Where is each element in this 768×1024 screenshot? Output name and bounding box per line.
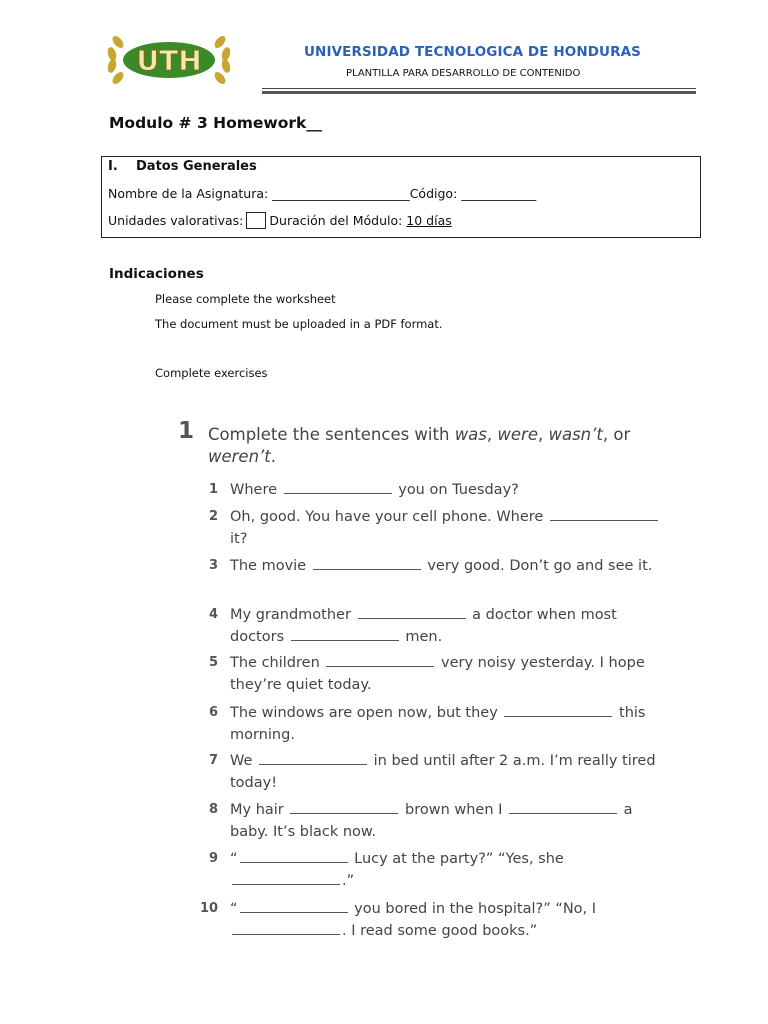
answer-blank[interactable]	[290, 801, 398, 814]
answer-blank[interactable]	[509, 801, 617, 814]
exercise-item: 4 My grandmother a doctor when most doctors men.	[208, 607, 617, 645]
logo-text: UTH	[136, 44, 202, 77]
duration-label: Duración del Módulo:	[269, 213, 407, 228]
instruction-line: Please complete the worksheet	[155, 292, 336, 306]
exercise-item: 1 Where you on Tuesday?	[208, 482, 519, 498]
code-label: Código:	[409, 186, 462, 201]
document-title: Modulo # 3 Homework__	[109, 114, 322, 132]
header-rule-thick	[262, 91, 696, 94]
uth-logo	[104, 28, 234, 92]
instruction-line: The document must be uploaded in a PDF format.	[155, 317, 443, 331]
answer-blank[interactable]	[232, 872, 340, 885]
instruction-line: Complete exercises	[155, 366, 268, 380]
units-checkbox[interactable]	[246, 212, 266, 229]
answer-blank[interactable]	[504, 704, 612, 717]
answer-blank[interactable]	[232, 922, 340, 935]
exercise-item: 7 We in bed until after 2 a.m. I’m really tired today!	[208, 753, 656, 791]
units-row	[108, 212, 452, 229]
general-heading	[108, 159, 257, 174]
general-data-box	[101, 156, 701, 238]
section-number: I.	[108, 159, 118, 174]
units-label: Unidades valorativas:	[108, 213, 244, 228]
exercise-item: 9 “ Lucy at the party?” “Yes, she .”	[208, 851, 564, 889]
subject-blank[interactable]: ______________________	[272, 186, 410, 201]
subject-label: Nombre de la Asignatura:	[108, 186, 273, 201]
answer-blank[interactable]	[284, 481, 392, 494]
university-name: UNIVERSIDAD TECNOLOGICA DE HONDURAS	[304, 44, 641, 60]
header-rule-thin	[262, 88, 696, 89]
exercise-item: 5 The children very noisy yesterday. I hope they’re quiet today.	[208, 655, 645, 693]
answer-blank[interactable]	[550, 508, 658, 521]
duration-value: 10 días	[406, 213, 452, 228]
template-subtitle: PLANTILLA PARA DESARROLLO DE CONTENIDO	[346, 68, 581, 79]
exercise-item: 3 The movie very good. Don’t go and see it.	[208, 558, 653, 574]
answer-blank[interactable]	[313, 557, 421, 570]
exercise-instructions: Complete the sentences with was, were, wasn’t, or weren’t.	[208, 425, 631, 466]
subject-row	[108, 186, 536, 201]
answer-blank[interactable]	[291, 628, 399, 641]
code-blank[interactable]: ____________	[461, 186, 537, 201]
answer-blank[interactable]	[240, 850, 348, 863]
answer-blank[interactable]	[240, 900, 348, 913]
exercise-item: 10 “ you bored in the hospital?” “No, I . I read some good books.”	[200, 901, 597, 939]
exercise-item: 2 Oh, good. You have your cell phone. Where it?	[200, 506, 660, 550]
instructions-title: Indicaciones	[109, 266, 204, 282]
answer-blank[interactable]	[358, 606, 466, 619]
exercise-item: 6 The windows are open now, but they this morning.	[208, 705, 646, 743]
answer-blank[interactable]	[326, 654, 434, 667]
exercise-item: 8 My hair brown when I a baby. It’s black now.	[208, 802, 633, 840]
exercise-number: 1	[178, 418, 195, 444]
section-heading: Datos Generales	[136, 159, 257, 174]
answer-blank[interactable]	[259, 752, 367, 765]
